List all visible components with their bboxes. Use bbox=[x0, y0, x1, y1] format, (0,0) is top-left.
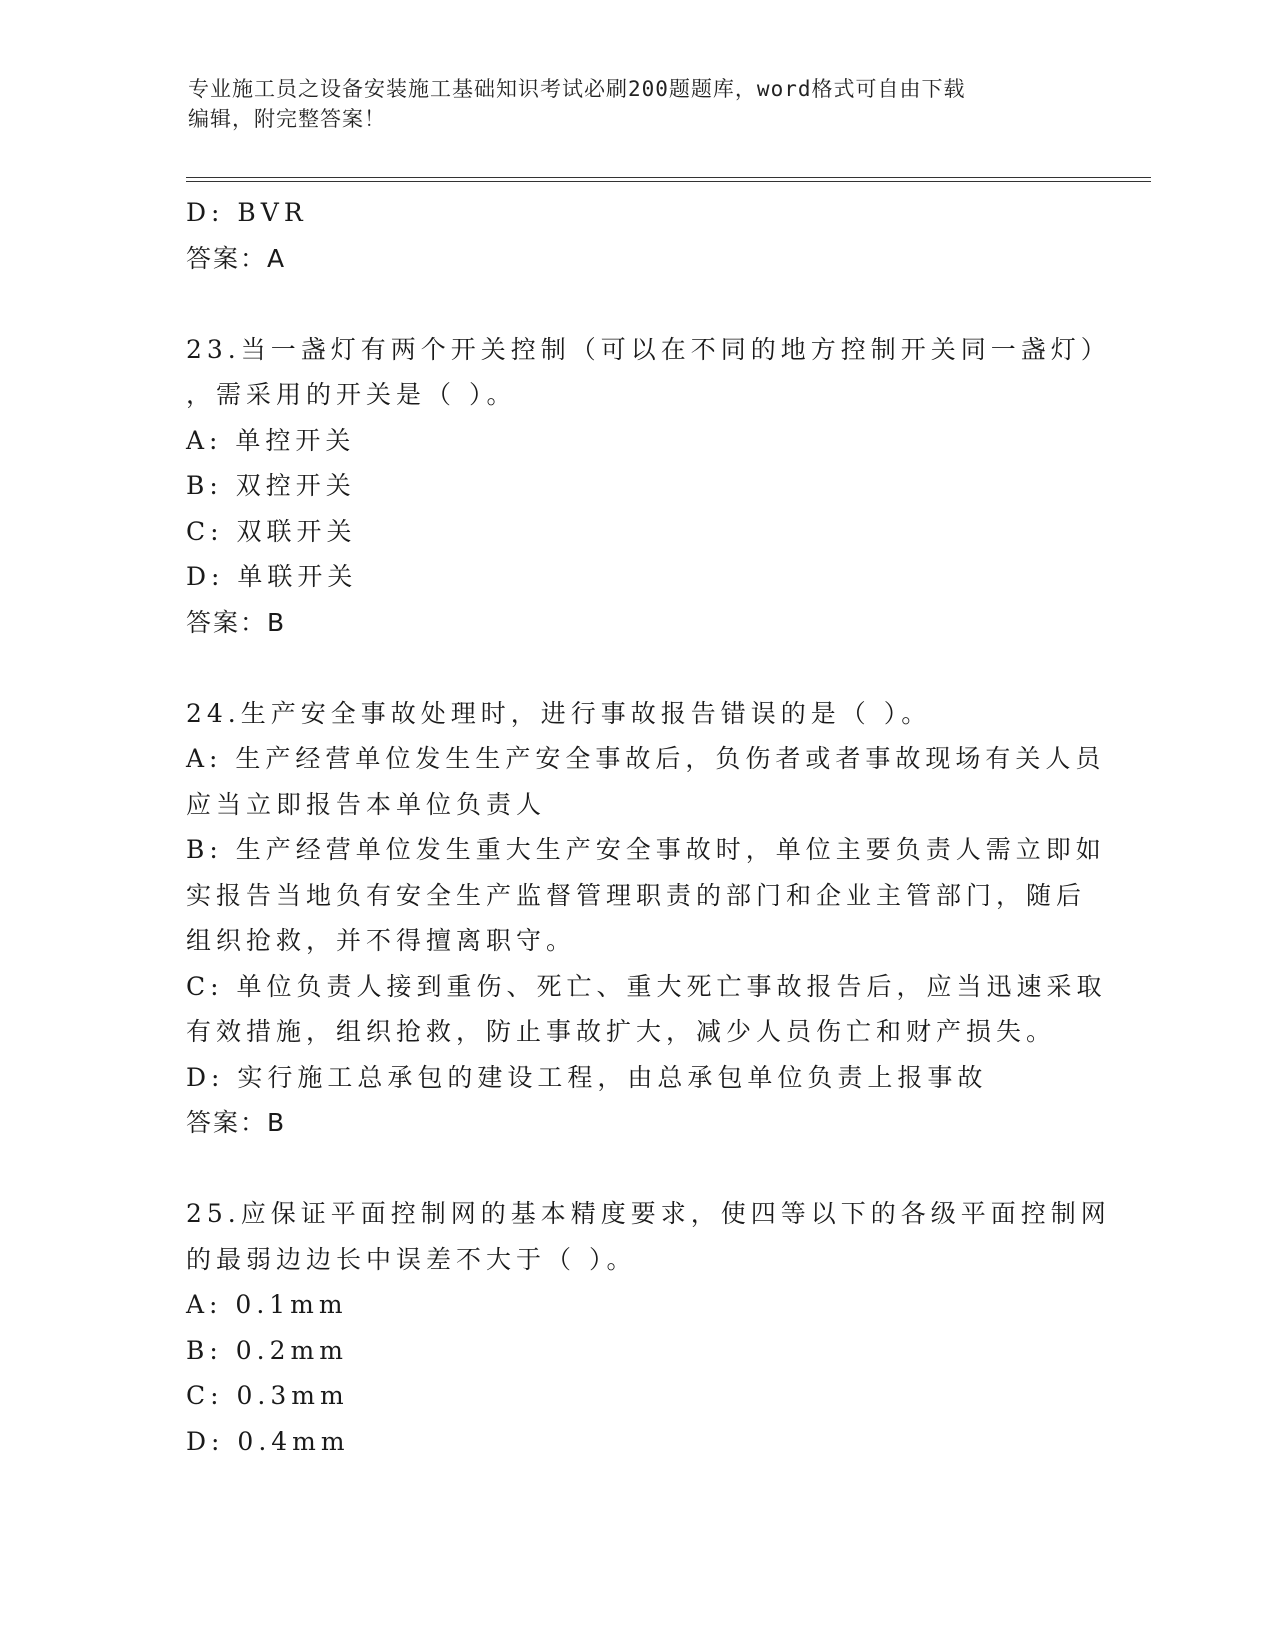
question-stem-continued: 的最弱边边长中误差不大于（ ）。 bbox=[186, 1244, 637, 1274]
option-b-continued: 实报告当地负有安全生产监督管理职责的部门和企业主管部门，随后 bbox=[186, 880, 1087, 910]
answer-line: 答案：B bbox=[186, 1108, 287, 1137]
header-title-line-1: 专业施工员之设备安装施工基础知识考试必刷200题题库，word格式可自由下载 bbox=[188, 77, 966, 101]
option-d: D: 实行施工总承包的建设工程，由总承包单位负责上报事故 bbox=[186, 1062, 988, 1092]
question-stem: 24.生产安全事故处理时，进行事故报告错误的是（ ）。 bbox=[186, 698, 932, 728]
option-b: B: 生产经营单位发生重大生产安全事故时，单位主要负责人需立即如 bbox=[186, 835, 1106, 864]
option-d: D: 0.4mm bbox=[186, 1426, 350, 1456]
option-c-continued: 有效措施，组织抢救，防止事故扩大，减少人员伤亡和财产损失。 bbox=[186, 1017, 1057, 1046]
document-header bbox=[188, 74, 1088, 134]
header-title-line-2: 编辑，附完整答案！ bbox=[188, 107, 386, 131]
option-d: D: 单联开关 bbox=[186, 562, 358, 591]
option-c: C: 单位负责人接到重伤、死亡、重大死亡事故报告后，应当迅速采取 bbox=[186, 971, 1107, 1001]
answer-line: 答案：B bbox=[186, 607, 287, 637]
previous-question-tail bbox=[186, 190, 1086, 281]
option-a-continued: 应当立即报告本单位负责人 bbox=[186, 789, 547, 819]
question-content bbox=[186, 190, 1111, 1464]
option-a: A: 0.1mm bbox=[186, 1290, 348, 1319]
option-a: A: 单控开关 bbox=[186, 425, 356, 455]
answer-line: 答案：A bbox=[186, 243, 287, 273]
header-divider-top bbox=[186, 177, 1151, 178]
option-c: C: 双联开关 bbox=[186, 516, 357, 546]
option-a: A: 生产经营单位发生生产安全事故后，负伤者或者事故现场有关人员 bbox=[186, 744, 1106, 773]
spacer bbox=[186, 281, 1086, 327]
option-c: C: 0.3mm bbox=[186, 1381, 349, 1410]
option-d: D: BVR bbox=[186, 198, 308, 227]
question-24 bbox=[186, 691, 1107, 1146]
spacer bbox=[186, 1146, 1086, 1192]
question-stem: 25.应保证平面控制网的基本精度要求，使四等以下的各级平面控制网 bbox=[186, 1199, 1111, 1228]
option-b: B: 0.2mm bbox=[186, 1335, 348, 1365]
option-b-continued: 组织抢救，并不得擅离职守。 bbox=[186, 926, 577, 955]
spacer bbox=[186, 645, 1086, 691]
question-stem: 23.当一盏灯有两个开关控制（可以在不同的地方控制开关同一盏灯） bbox=[186, 334, 1111, 364]
option-b: B: 双控开关 bbox=[186, 471, 356, 500]
question-23 bbox=[186, 327, 1111, 646]
header-divider-bottom bbox=[186, 181, 1151, 182]
question-stem-continued: ，需采用的开关是（ ）。 bbox=[186, 380, 517, 409]
question-25 bbox=[186, 1191, 1111, 1464]
